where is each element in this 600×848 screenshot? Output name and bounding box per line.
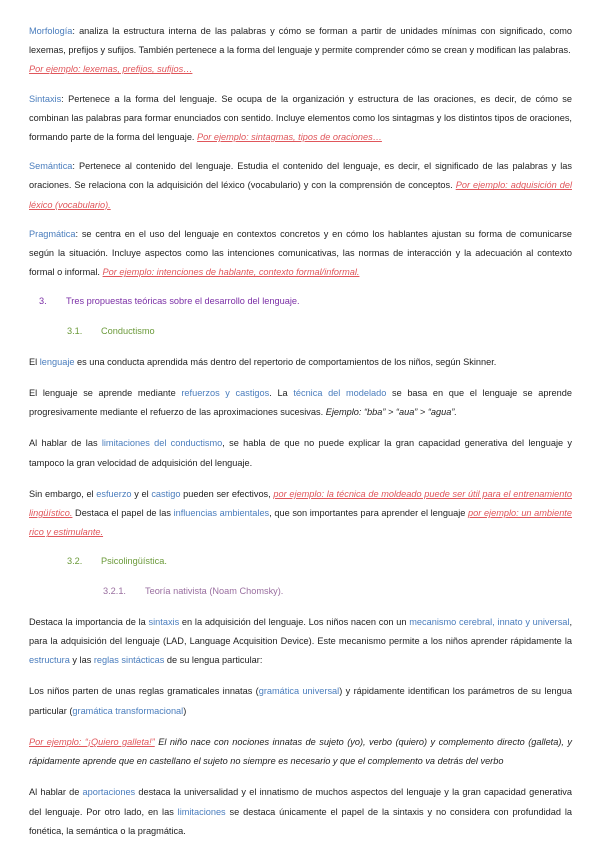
heading-number: 3.2.1.: [103, 585, 126, 596]
text-segment: , se habla de que no puede explicar la gran capacidad generativa del lenguaje y tampoco la gran velocidad de adquisición del lenguaje.: [29, 438, 572, 468]
term-pragmatica: Pragmática: [29, 228, 76, 239]
paragraph-conductismo-3: [29, 434, 572, 472]
heading-section-3: [29, 292, 572, 311]
keyword-gramatica-universal: gramática universal: [258, 686, 340, 697]
example-galleta-explanation: El niño nace con nociones innatas de sujeto (yo), verbo (quiero) y complemento directo (galleta), y rápidamente aprende que en castellano el sujeto no siempre es necesario y que el complemento va detrás del verbo: [29, 736, 572, 767]
document-page: [29, 22, 572, 841]
paragraph-conductismo-4: [29, 485, 572, 543]
text-segment: y las: [69, 655, 94, 666]
text-segment: Al hablar de: [29, 787, 83, 798]
text-pragmatica: : se centra en el uso del lenguaje en contextos concretos y en cómo los hablantes ajustan su forma de comunicarse según la situación. Incluye aspectos como las intenciones comunicativas, las normas de interacción y la adecuación al contexto formal o informal.: [29, 228, 572, 278]
keyword-aportaciones: aportaciones: [82, 787, 136, 798]
text-segment: de su lengua particular:: [164, 655, 263, 666]
text-segment: se destaca únicamente el papel de la sintaxis y no considera con profundidad la fonética, la semántica o la pragmática.: [29, 806, 572, 836]
heading-number: 3.2.: [67, 556, 83, 567]
text-segment: pueden ser efectivos,: [180, 488, 274, 499]
paragraph-sintaxis: [29, 90, 572, 148]
paragraph-nativista-1: [29, 613, 572, 671]
keyword-gramatica-transformacional: gramática transformacional: [72, 705, 184, 716]
text-segment: , para la adquisición del lenguaje (LAD, Language Acquisition Device). Este mecanismo permite a los niños aprender rápidamente la: [29, 616, 573, 647]
example-semantica: Por ejemplo: adquisición del léxico (vocabulario).: [29, 180, 572, 210]
keyword-lenguaje: lenguaje: [39, 356, 75, 367]
keyword-limitaciones: limitaciones: [177, 806, 226, 817]
term-sintaxis: Sintaxis: [29, 93, 62, 104]
heading-title: Conductismo: [101, 325, 155, 336]
text-segment: El lenguaje se aprende mediante: [29, 388, 182, 399]
text-segment: destaca la universalidad y el innatismo de muchos aspectos del lenguaje y la gran capacidad generativa del lenguaje. Por otro lado, en las: [29, 787, 572, 817]
text-segment: . La: [269, 388, 294, 399]
text-segment: y el: [131, 488, 152, 499]
keyword-refuerzos: refuerzos y castigos: [181, 388, 270, 399]
heading-title: Tres propuestas teóricas sobre el desarrollo del lenguaje.: [66, 296, 300, 307]
paragraph-semantica: [29, 157, 572, 215]
keyword-castigo: castigo: [151, 488, 181, 499]
text-segment: en la adquisición del lenguaje. Los niños nacen con un: [179, 616, 410, 627]
text-semantica: : Pertenece al contenido del lenguaje. Estudia el contenido del lenguaje, es decir, el significado de las palabras y las oraciones. Se relaciona con la adquisición del léxico (vocabulario) y con la comprensión de conceptos.: [29, 161, 572, 191]
text-sintaxis: : Pertenece a la forma del lenguaje. Se ocupa de la organización y estructura de las oraciones, es decir, de cómo se combinan las palabras para formar enunciados con sentido. Incluye elementos como los sintagmas y los distintos tipos de oraciones, formando parte de la forma del lenguaje.: [29, 93, 572, 143]
text-segment: es una conducta aprendida más dentro del repertorio de comportamientos de los niños, según Skinner.: [74, 356, 497, 367]
term-morfologia: Morfología: [29, 26, 73, 36]
example-modelado: Ejemplo: “bba” > “aua” > “agua”.: [325, 407, 457, 418]
example-galleta: Por ejemplo: “¡Quiero galleta!”: [29, 736, 155, 747]
text-segment: ): [183, 705, 187, 716]
text-segment: Destaca el papel de las: [72, 508, 174, 519]
example-pragmatica: Por ejemplo: intenciones de hablante, contexto formal/informal.: [102, 267, 360, 278]
keyword-limitaciones-conductismo: limitaciones del conductismo: [101, 438, 223, 449]
text-segment: se basa en que el lenguaje se aprende progresivamente mediante el refuerzo de las aproximaciones sucesivas.: [29, 388, 572, 418]
text-segment: , que son importantes para aprender el lenguaje: [269, 508, 469, 519]
keyword-tecnica-modelado: técnica del modelado: [293, 388, 387, 399]
paragraph-conductismo-1: [29, 353, 572, 372]
example-sintaxis: Por ejemplo: sintagmas, tipos de oraciones…: [197, 132, 382, 143]
keyword-mecanismo-cerebral: mecanismo cerebral, innato y universal: [409, 616, 570, 627]
paragraph-pragmatica: [29, 225, 572, 283]
paragraph-nativista-2: [29, 682, 572, 720]
heading-number: 3.: [39, 296, 47, 307]
keyword-esfuerzo: esfuerzo: [96, 488, 132, 499]
paragraph-morfologia: [29, 22, 572, 80]
example-ambiente: por ejemplo: un ambiente rico y estimulante.: [29, 508, 572, 538]
keyword-reglas-sintacticas: reglas sintácticas: [93, 655, 165, 666]
heading-title: Psicolingüística.: [101, 556, 167, 567]
heading-section-3-1: [29, 322, 572, 341]
text-segment: Los niños parten de unas reglas gramaticales innatas (: [29, 686, 259, 697]
text-morfologia: : analiza la estructura interna de las palabras y cómo se forman a partir de unidades mínimas con significado, como lexemas, prefijos y sufijos. También pertenece a la forma del lenguaje y permite comprender cómo se crean y modifican las palabras.: [29, 26, 572, 56]
example-moldeado: por ejemplo: la técnica de moldeado puede ser útil para el entrenamiento lingüístico.: [29, 488, 572, 519]
text-segment: Sin embargo, el: [29, 488, 97, 499]
keyword-influencias-ambientales: influencias ambientales: [173, 508, 270, 519]
paragraph-nativista-3: [29, 733, 572, 771]
heading-number: 3.1.: [67, 325, 83, 336]
term-semantica: Semántica: [29, 161, 73, 172]
heading-section-3-2-1: [29, 582, 572, 601]
keyword-estructura: estructura: [29, 655, 70, 666]
heading-section-3-2: [29, 552, 572, 571]
heading-title: Teoría nativista (Noam Chomsky).: [145, 585, 284, 596]
text-segment: Destaca la importancia de la: [29, 616, 149, 627]
paragraph-conductismo-2: [29, 384, 572, 422]
text-segment: El: [29, 356, 40, 367]
paragraph-nativista-4: [29, 783, 572, 841]
example-morfologia: Por ejemplo: lexemas, prefijos, sufijos…: [29, 64, 193, 75]
text-segment: ) y rápidamente identifican los parámetros de su lengua particular (: [29, 686, 572, 716]
text-segment: Al hablar de las: [29, 438, 102, 449]
keyword-sintaxis: sintaxis: [148, 616, 180, 627]
